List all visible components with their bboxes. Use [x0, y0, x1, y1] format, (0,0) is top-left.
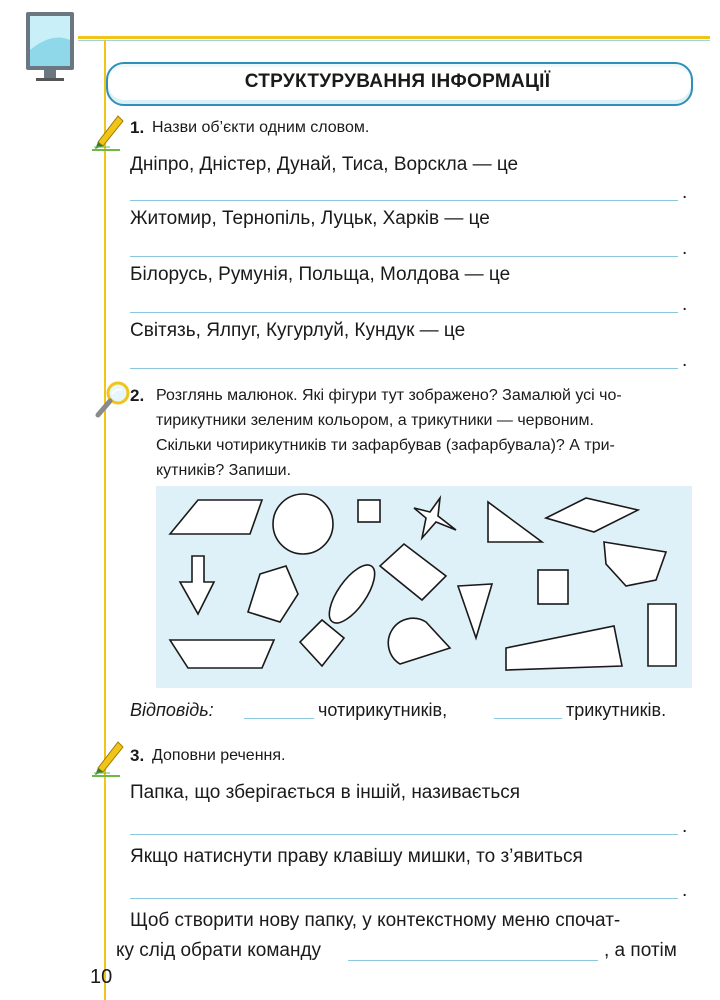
period: .: [682, 182, 688, 203]
page-title: СТРУКТУРУВАННЯ ІНФОРМАЦІЇ: [244, 71, 551, 92]
top-rule-thin: [78, 40, 710, 41]
right-triangle-shape[interactable]: [488, 502, 542, 542]
page-number: 10: [90, 966, 113, 988]
monitor-icon: [22, 10, 78, 82]
answer-quads-label: чотирикутників,: [318, 700, 448, 720]
quads-answer-blank[interactable]: [244, 718, 314, 719]
period: .: [682, 816, 688, 837]
task1-answer-line-4[interactable]: [130, 368, 678, 369]
task3-sentence-3-line-2-end: , а потім: [604, 940, 677, 961]
pentagon-shape[interactable]: [248, 566, 298, 622]
task3-answer-line-2[interactable]: [130, 898, 678, 899]
task3-sentence-3-line-1: Щоб створити нову папку, у контекстному меню спочат-: [130, 910, 621, 931]
period: .: [682, 350, 688, 371]
task1-instruction: Назви об’єкти одним словом.: [152, 119, 370, 136]
task3-sentence-3-line-2-start: ку слід обрати команду: [116, 940, 322, 961]
task3-instruction: Доповни речення.: [152, 747, 286, 764]
margin-line: [104, 40, 106, 1000]
task2-number: 2.: [130, 386, 145, 405]
pencil-icon: [90, 738, 126, 778]
square-shape[interactable]: [358, 500, 380, 522]
rhombus-small-shape[interactable]: [300, 620, 344, 666]
task3-sentence-1: Папка, що зберігається в іншій, називається: [130, 782, 521, 803]
kite-shape[interactable]: [604, 542, 666, 586]
task1-item-1: Дніпро, Дністер, Дунай, Тиса, Ворскла — це: [130, 154, 519, 175]
task2-instruction-line-2: тирикутники зеленим кольором, а трикутники — червоним.: [156, 412, 594, 429]
magnifier-icon: [94, 380, 132, 420]
task1-answer-line-2[interactable]: [130, 256, 678, 257]
task3-sentence-2: Якщо натиснути праву клавішу мишки, то з’явиться: [130, 846, 583, 867]
star-shape[interactable]: [414, 498, 456, 538]
period: .: [682, 238, 688, 259]
trapezoid-shape[interactable]: [170, 500, 262, 534]
arrow-shape[interactable]: [180, 556, 214, 614]
task1-number: 1.: [130, 118, 145, 137]
task1-item-3: Білорусь, Румунія, Польща, Молдова — це: [130, 264, 511, 285]
long-trapezoid-shape[interactable]: [170, 640, 274, 668]
task2-instruction-line-3: Скільки чотирикутників ти зафарбував (зафарбувала)? А три-: [156, 437, 615, 454]
task1-answer-line-3[interactable]: [130, 312, 678, 313]
drop-shape[interactable]: [388, 618, 450, 664]
triangles-answer-blank[interactable]: [494, 718, 562, 719]
answer-label: Відповідь:: [130, 700, 214, 720]
answer-triangles-label: трикутників.: [566, 700, 667, 720]
triangle-down-shape[interactable]: [458, 584, 492, 638]
period: .: [682, 294, 688, 315]
ellipse-shape[interactable]: [321, 558, 383, 630]
slanted-rectangle-shape[interactable]: [380, 544, 446, 600]
task2-instruction-line-4: кутників? Запиши.: [156, 462, 292, 479]
quadrilateral-shape[interactable]: [506, 626, 622, 670]
period: .: [682, 880, 688, 901]
rhombus-shape[interactable]: [546, 498, 638, 532]
pencil-icon: [90, 112, 126, 152]
task1-item-2: Житомир, Тернопіль, Луцьк, Харків — це: [130, 208, 490, 229]
small-square-shape[interactable]: [538, 570, 568, 604]
task2-instruction-line-1: Розглянь малюнок. Які фігури тут зображено? Замалюй усі чо-: [156, 387, 622, 404]
task1-answer-line-1[interactable]: [130, 200, 678, 201]
top-rule: [78, 36, 710, 39]
task1-item-4: Світязь, Ялпуг, Кугурлуй, Кундук — це: [130, 320, 466, 341]
task3-answer-line-1[interactable]: [130, 834, 678, 835]
task3-number: 3.: [130, 746, 145, 765]
tall-rectangle-shape[interactable]: [648, 604, 676, 666]
task3-command-blank[interactable]: [348, 960, 598, 961]
shapes-picture: [156, 486, 692, 688]
circle-shape[interactable]: [273, 494, 333, 554]
